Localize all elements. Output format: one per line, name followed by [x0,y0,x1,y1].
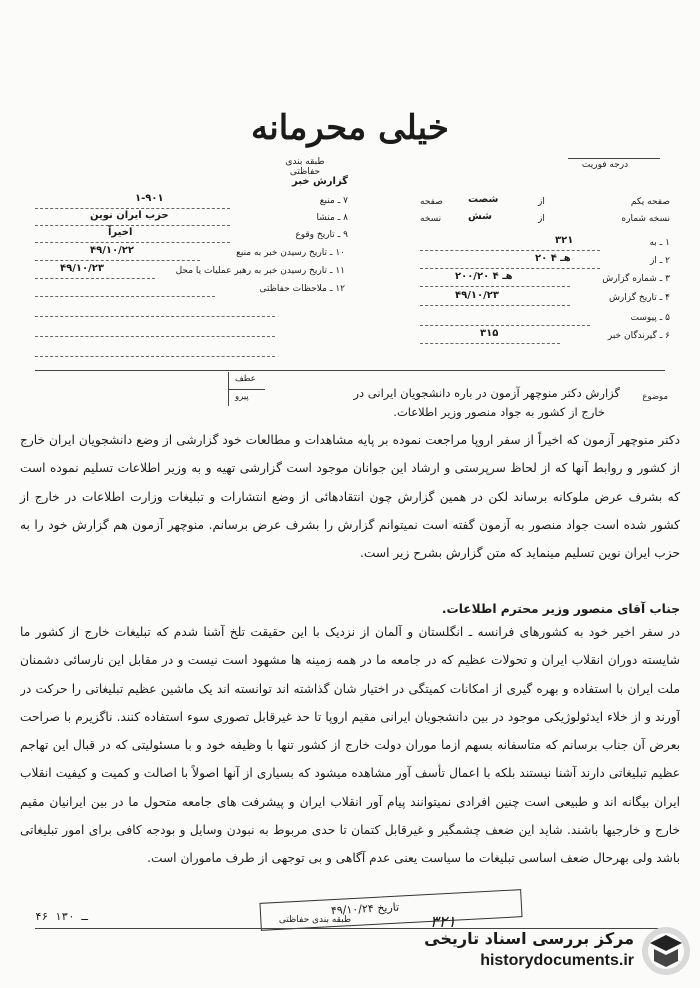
field-source-value: ۱-۹۰۱ [135,193,164,204]
to-label: ۱ ـ به [649,238,670,248]
field-security-notes-label: ۱۲ ـ ملاحظات حفاظتی [259,284,345,294]
page-value: شصت [468,194,499,205]
field-date-to-source-value: ۴۹/۱۰/۲۲ [90,245,134,256]
copy-of: از [538,214,545,224]
subject-line-2: خارج از کشور به جواد منصور وزیر اطلاعات. [393,405,605,419]
field-date-value: اخیراً [108,227,133,238]
footer-code: ۴۶ ـ ۱۳۰ [35,910,88,923]
field-date-to-ops-value: ۴۹/۱۰/۲۳ [60,263,104,274]
report-number-label: ۳ ـ شماره گزارش [602,274,670,284]
field-date-to-source-label: ۱۰ ـ تاریخ رسیدن خبر به منبع [236,248,345,258]
attachment-label: ۵ ـ پیوست [630,313,670,323]
stamp-text: تاریخ ۴۹/۱۰/۲۴ [330,900,400,918]
copy-label: نسخه شماره [621,214,670,224]
copy-tail: نسخه [420,214,442,224]
body-paragraph-1: دکتر منوچهر آزمون که اخیراً از سفر اروپا مراجعت نموده بر پایه مشاهدات و مطالعات خود گزارشی از وضع دانشجویان ایران خارج از کشور و روابط آنها که از لحاظ سرپرستی و ارشاد این جوانان موجود است گزارشی تهیه و به وزیر اطلاعات تسلیم نموده است که بشرف عرض ملوکانه برساند لکن در همین گزارش چون انتقادهائی از وضع انتشارات و تبلیغات وزارت اطلاعات در خارج از کشور شده است جواد منصور به آزمون گفته است نمیتوانم گزارش را بشرف عرض برسانم. منوچهر آزمون هم گزارش خود را به حزب ایران نوین تسلیم مینماید که متن گزارش بشرح زیر است. [20,433,680,561]
field-date-label: ۹ ـ تاریخ وقوع [295,230,348,240]
watermark-line-2: historydocuments.ir [480,952,634,969]
section-divider [35,370,665,371]
priority-label: درجه فوریت [581,160,629,170]
watermark-logo [370,925,692,977]
from-value: ۲۰ هـ ۴ [535,253,571,264]
bottom-classification-label: طبقه بندی حفاظتی [278,915,352,925]
report-number-value: ۲۰۰/۲۰ هـ ۴ [455,271,513,282]
archive-emblem-icon [640,925,692,977]
to-value: ۳۲۱ [555,235,574,246]
report-label: گزارش خبر [291,176,348,187]
handwritten-number: ۳۲۱ [430,912,456,931]
subject-label: موضوع [642,392,668,402]
field-origin-label: ۸ ـ منشا [316,213,348,223]
classification-label: طبقه بندی حفاظتی [285,157,325,177]
page-of: از [538,197,545,207]
peyro-label: پیرو [235,392,249,402]
field-source-label: ۷ ـ منبع [319,196,348,206]
recipients-value: ۳۱۵ [480,328,499,339]
from-label: ۲ ـ از [649,256,670,266]
field-origin-value: حزب ایران نوین [90,210,169,221]
body-salutation: جناب آقای منصور وزیر محترم اطلاعات. [441,602,680,616]
report-date-value: ۴۹/۱۰/۲۳ [455,290,499,301]
field-date-to-ops-label: ۱۱ ـ تاریخ رسیدن خبر به رهبر عملیات یا محل [175,266,345,276]
document-title: خیلی محرمانه [251,108,449,148]
reference-box [228,372,265,406]
subject-line-1: گزارش دکتر منوچهر آزمون در باره دانشجویان ایرانی در [353,386,620,400]
report-date-label: ۴ ـ تاریخ گزارش [608,293,670,303]
page-label: صفحه یکم [630,197,670,207]
priority-rule [568,158,660,159]
page-tail: صفحه [420,197,443,207]
recipients-label: ۶ ـ گیرندگان خبر [607,331,670,341]
atf-label: عطف [235,374,256,384]
copy-value: شش [468,211,492,222]
body-paragraph-2: در سفر اخیر خود به کشورهای فرانسه ـ انگلستان و آلمان از نزدیک با این حقیقت تلخ آشنا شدم که تبلیغات خارج از کشور ما شایسته دوران انقلاب ایران و تحولات عظیم که در جامعه ما در همه زمینه ها مشهود است نیست و در مقابل این نارسائی دشمنان ملت ایران با استفاده و بهره گیری از امکانات کمیتگی در اختیار شان گذاشته اند توانسته اند یک ماشین عظیم تبلیغاتی را حرکت در آورند و از خلاء ایدئولوژیکی موجود در بین دانشجویان ایرانی مقیم اروپا تا حد غیرقابل تصوری سوء استفاده کنند. ناگزیرم با صراحت بعرض آن جناب برسانم که متاسفانه بسهم ازما موران دولت خارج از کشور تنها با وظیفه خود و با مسئولیتی که در قبال این تهاجم عظیم تبلیغاتی دارند آشنا نیستند بلکه با اعمال تأسف آور مشاهده میشود که بسیاری از آنها اصولاً با اصالت و کمیت و کیفیت انقلاب ایران بیگانه اند و طبیعی است چنین افرادی نمیتوانند پیام آور انقلاب ایران و پیشرفت های جامعه متحول ما در بین ایرانیان مقیم خارج و خارجیها باشند. شاید این ضعف چشمگیر و غیرقابل کتمان تا حدی مربوط به نبودن وسایل و بودجه کافی برای امور تبلیغاتی باشد ولی بهرحال ضعف اساسی تبلیغات ما سیاست یعنی عدم آگاهی و بی توجهی از طرف ماموران است. [20,625,680,866]
watermark-line-1: مرکز بررسی اسناد تاریخی [424,929,634,948]
